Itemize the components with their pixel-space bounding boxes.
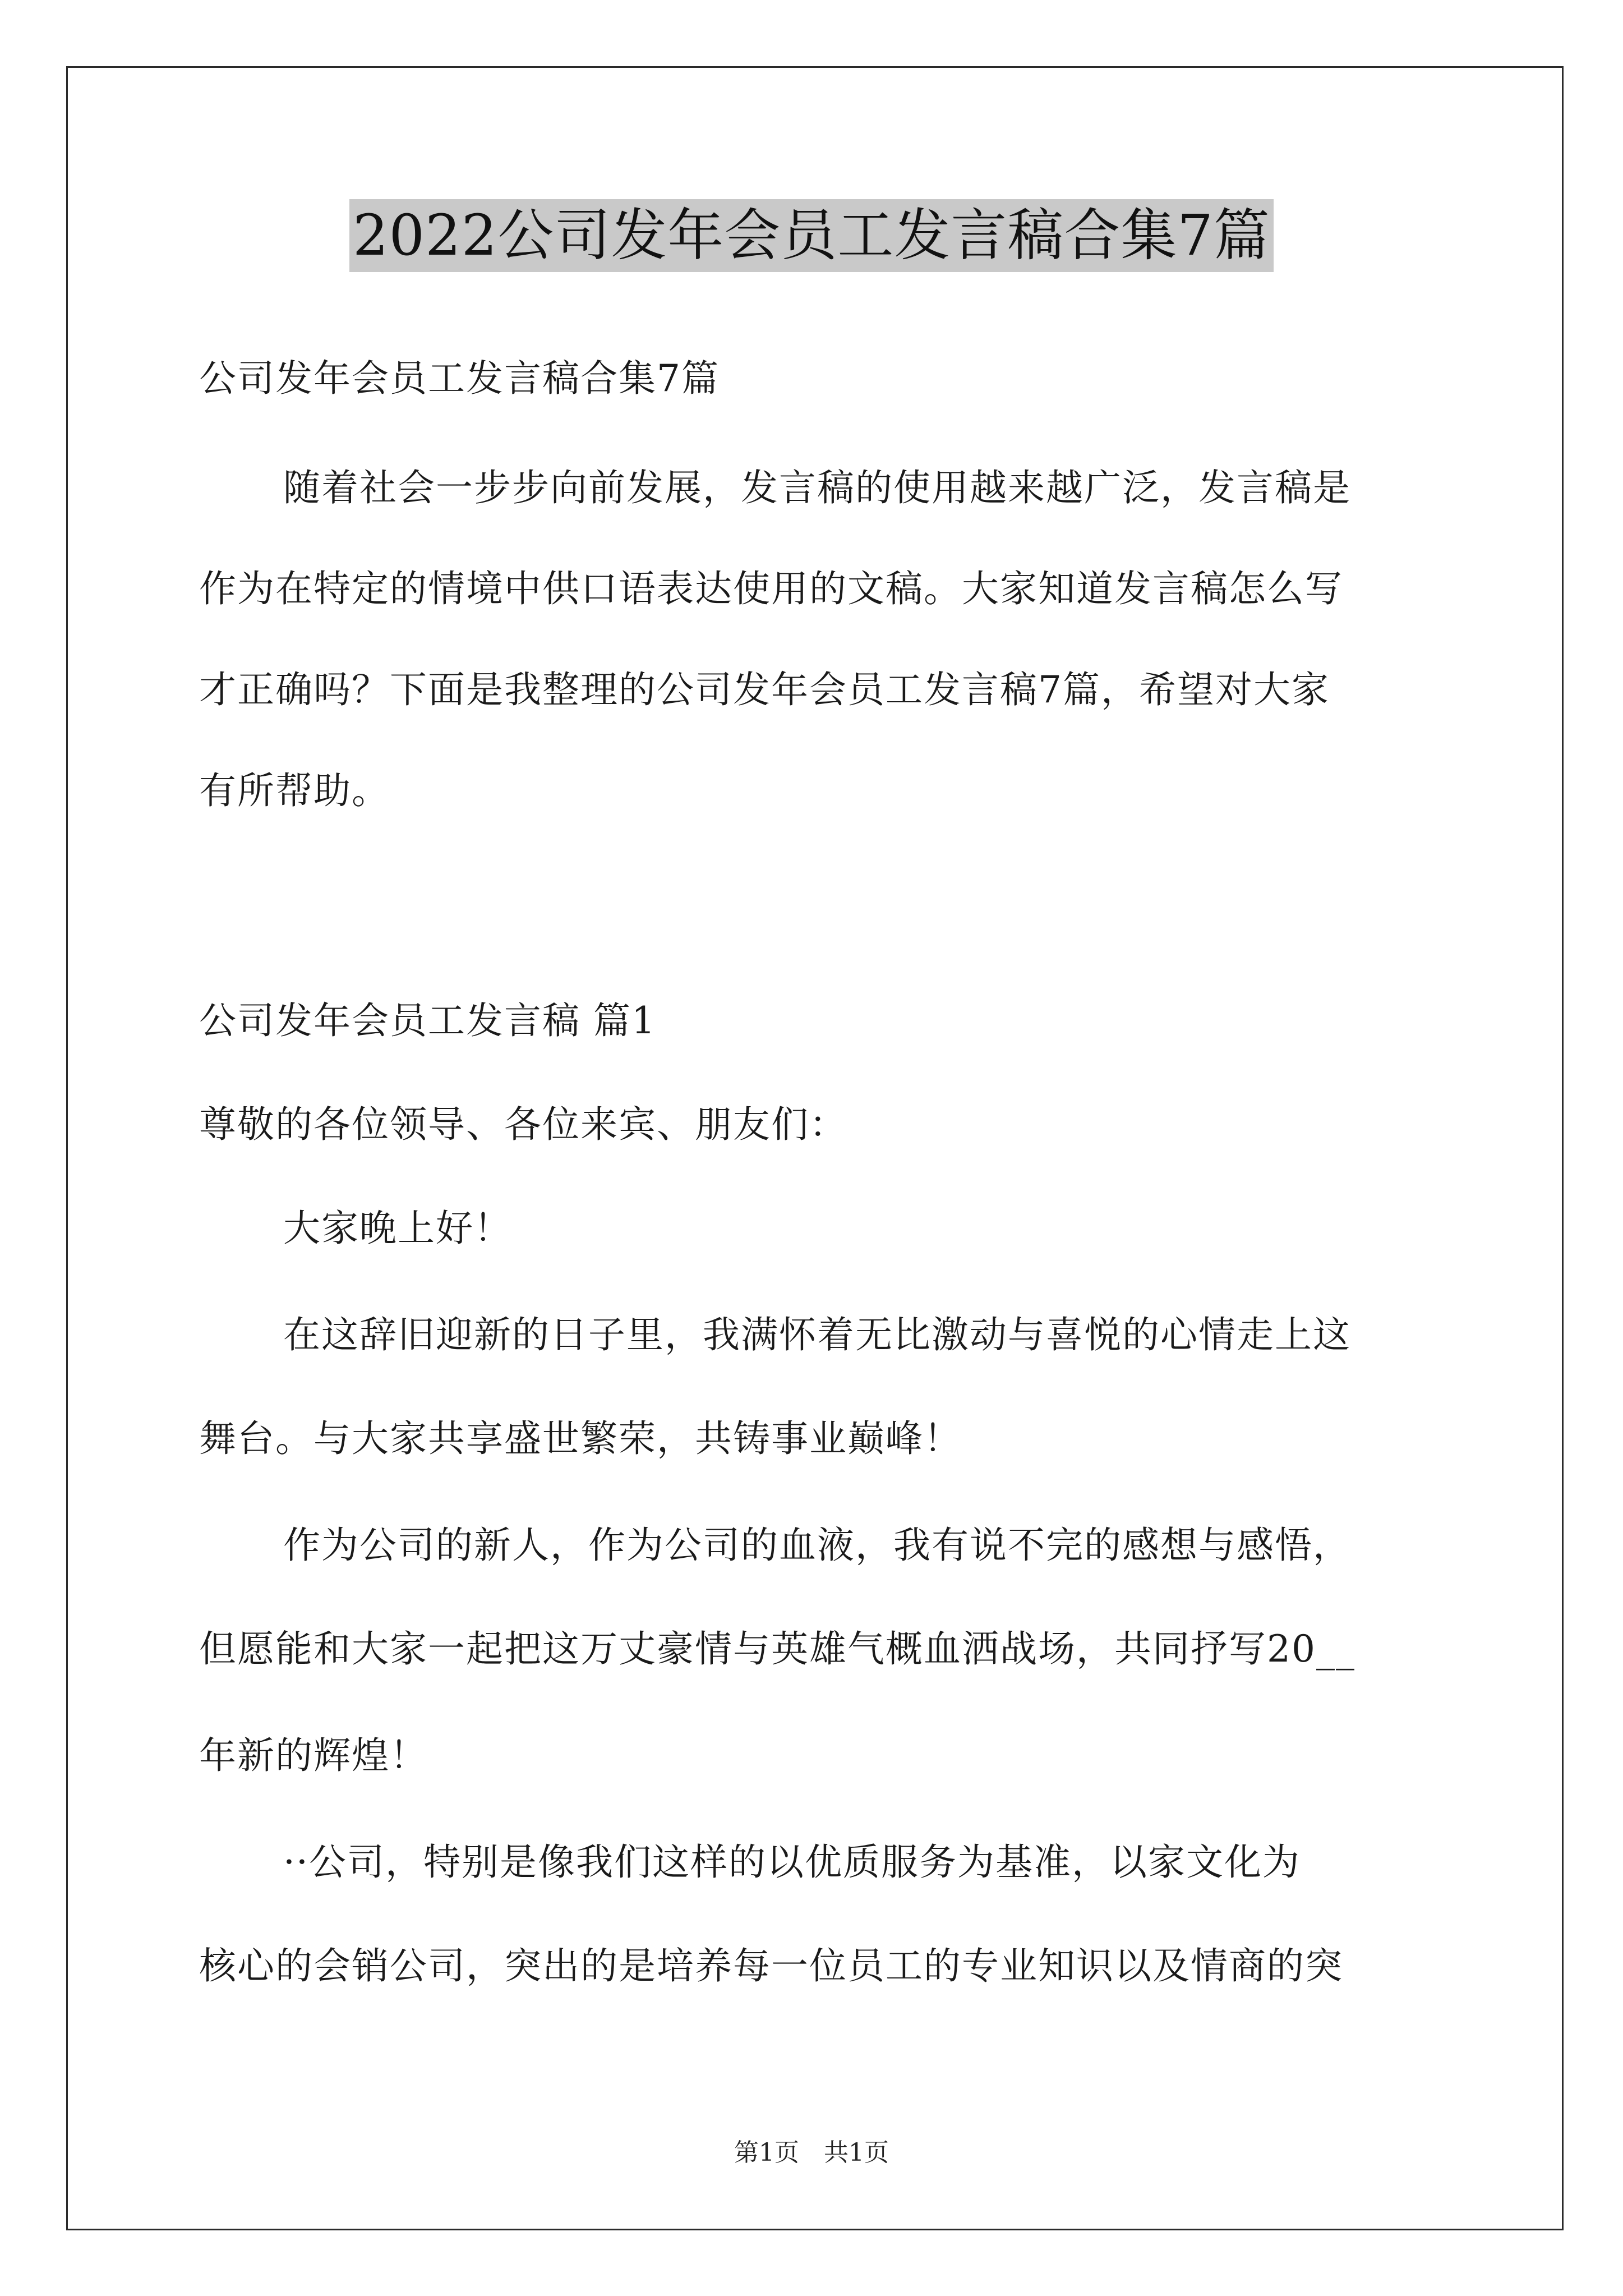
page-footer: 第1页 共1页 — [734, 2138, 889, 2167]
paragraph3-line-2: 核心的会销公司，突出的是培养每一位员工的专业知识以及情商的突 — [199, 1944, 1343, 1987]
paragraph3-line-1: ··公司，特别是像我们这样的以优质服务为基准，以家文化为 — [283, 1841, 1301, 1884]
subtitle: 公司发年会员工发言稿合集7篇 — [199, 357, 720, 400]
intro-line-4: 有所帮助。 — [199, 769, 390, 812]
title-wrap — [0, 199, 1623, 272]
greeting: 尊敬的各位领导、各位来宾、朋友们： — [199, 1103, 847, 1146]
section-heading: 公司发年会员工发言稿 篇1 — [199, 999, 656, 1042]
document-title: 2022公司发年会员工发言稿合集7篇 — [349, 199, 1274, 272]
paragraph2-line-2: 但愿能和大家一起把这万丈豪情与英雄气概血洒战场，共同抒写20__ — [199, 1627, 1355, 1671]
paragraph1-line-2: 舞台。与大家共享盛世繁荣，共铸事业巅峰！ — [199, 1417, 962, 1460]
paragraph1-line-1: 在这辞旧迎新的日子里，我满怀着无比激动与喜悦的心情走上这 — [283, 1313, 1351, 1356]
paragraph2-line-1: 作为公司的新人，作为公司的血液，我有说不完的感想与感悟， — [283, 1524, 1351, 1567]
intro-line-3: 才正确吗？下面是我整理的公司发年会员工发言稿7篇，希望对大家 — [199, 668, 1330, 711]
paragraph2-line-3: 年新的辉煌！ — [199, 1734, 428, 1777]
intro-line-2: 作为在特定的情境中供口语表达使用的文稿。大家知道发言稿怎么写 — [199, 567, 1343, 610]
intro-line-1: 随着社会一步步向前发展，发言稿的使用越来越广泛，发言稿是 — [283, 466, 1351, 509]
salutation: 大家晚上好！ — [283, 1207, 512, 1250]
